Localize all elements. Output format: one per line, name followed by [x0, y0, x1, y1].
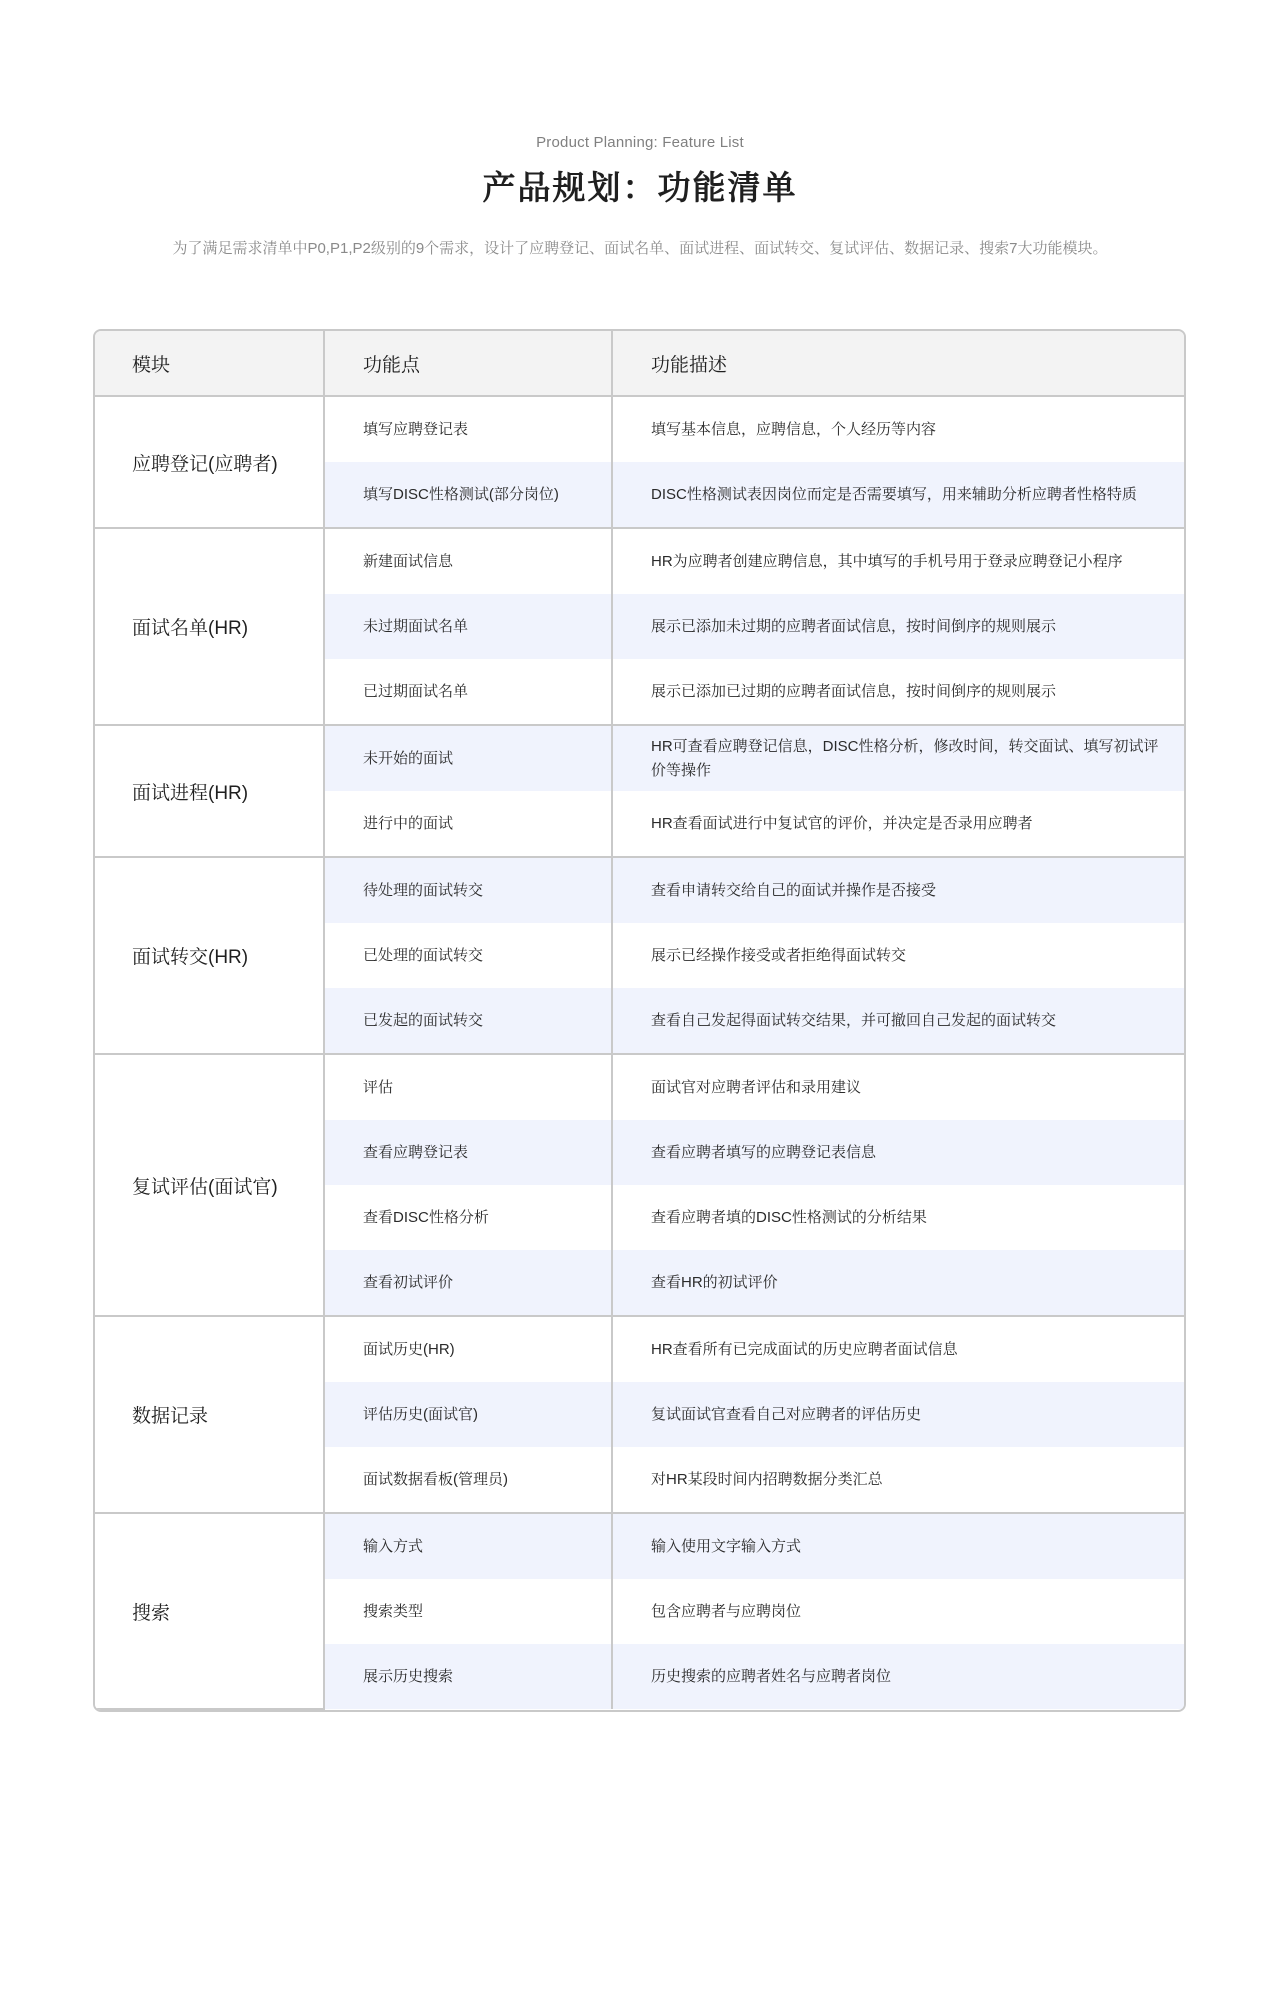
module-cell: 搜索: [95, 1513, 324, 1709]
table-row: [95, 1054, 1184, 1120]
feature-cell: 新建面试信息: [324, 528, 612, 594]
module-cell: 面试名单(HR): [95, 528, 324, 725]
feature-cell: 待处理的面试转交: [324, 857, 612, 923]
module-cell: 复试评估(面试官): [95, 1054, 324, 1316]
description-cell: 展示已添加已过期的应聘者面试信息，按时间倒序的规则展示: [612, 659, 1184, 725]
page-intro: 为了满足需求清单中P0,P1,P2级别的9个需求，设计了应聘登记、面试名单、面试进程、面试转交、复试评估、数据记录、搜索7大功能模块。: [172, 240, 1108, 257]
module-cell: 面试进程(HR): [95, 725, 324, 857]
column-header-description: 功能描述: [612, 331, 1184, 396]
feature-cell: 展示历史搜索: [324, 1644, 612, 1709]
feature-cell: 评估历史(面试官): [324, 1382, 612, 1447]
feature-cell: 未开始的面试: [324, 725, 612, 791]
description-cell: 查看应聘者填写的应聘登记表信息: [612, 1120, 1184, 1185]
description-cell: 展示已添加未过期的应聘者面试信息，按时间倒序的规则展示: [612, 594, 1184, 659]
table-header-row: [95, 331, 1184, 396]
table-row: [95, 1513, 1184, 1579]
feature-cell: 未过期面试名单: [324, 594, 612, 659]
feature-cell: 已处理的面试转交: [324, 923, 612, 988]
feature-cell: 填写应聘登记表: [324, 396, 612, 462]
feature-cell: 进行中的面试: [324, 791, 612, 857]
feature-cell: 查看应聘登记表: [324, 1120, 612, 1185]
column-header-feature: 功能点: [324, 331, 612, 396]
feature-cell: 面试数据看板(管理员): [324, 1447, 612, 1513]
description-cell: 查看应聘者填的DISC性格测试的分析结果: [612, 1185, 1184, 1250]
feature-cell: 面试历史(HR): [324, 1316, 612, 1382]
table-row: [95, 857, 1184, 923]
table-row: [95, 396, 1184, 462]
feature-cell: 填写DISC性格测试(部分岗位): [324, 462, 612, 528]
table-row: [95, 1316, 1184, 1382]
feature-table: [93, 329, 1186, 1712]
description-cell: 包含应聘者与应聘岗位: [612, 1579, 1184, 1644]
description-cell: 输入使用文字输入方式: [612, 1513, 1184, 1579]
feature-cell: 搜索类型: [324, 1579, 612, 1644]
description-cell: HR查看面试进行中复试官的评价，并决定是否录用应聘者: [612, 791, 1184, 857]
description-cell: 复试面试官查看自己对应聘者的评估历史: [612, 1382, 1184, 1447]
feature-cell: 评估: [324, 1054, 612, 1120]
description-cell: 查看申请转交给自己的面试并操作是否接受: [612, 857, 1184, 923]
feature-cell: 输入方式: [324, 1513, 612, 1579]
feature-cell: 已发起的面试转交: [324, 988, 612, 1054]
description-cell: 查看HR的初试评价: [612, 1250, 1184, 1316]
description-cell: 填写基本信息，应聘信息，个人经历等内容: [612, 396, 1184, 462]
page-subtitle-en: Product Planning: Feature List: [536, 134, 744, 151]
column-header-module: 模块: [95, 331, 324, 396]
description-cell: HR为应聘者创建应聘信息，其中填写的手机号用于登录应聘登记小程序: [612, 528, 1184, 594]
description-cell: 对HR某段时间内招聘数据分类汇总: [612, 1447, 1184, 1513]
description-cell: 查看自己发起得面试转交结果，并可撤回自己发起的面试转交: [612, 988, 1184, 1054]
module-cell: 面试转交(HR): [95, 857, 324, 1054]
table-row: [95, 528, 1184, 594]
feature-cell: 查看DISC性格分析: [324, 1185, 612, 1250]
table-row: [95, 725, 1184, 791]
description-cell: 历史搜索的应聘者姓名与应聘者岗位: [612, 1644, 1184, 1709]
module-cell: 应聘登记(应聘者): [95, 396, 324, 528]
module-cell: 数据记录: [95, 1316, 324, 1513]
description-cell: HR查看所有已完成面试的历史应聘者面试信息: [612, 1316, 1184, 1382]
description-cell: DISC性格测试表因岗位而定是否需要填写，用来辅助分析应聘者性格特质: [612, 462, 1184, 528]
feature-cell: 查看初试评价: [324, 1250, 612, 1316]
description-cell: 面试官对应聘者评估和录用建议: [612, 1054, 1184, 1120]
description-cell: 展示已经操作接受或者拒绝得面试转交: [612, 923, 1184, 988]
feature-cell: 已过期面试名单: [324, 659, 612, 725]
page-title: 产品规划：功能清单: [482, 169, 798, 206]
description-cell: HR可查看应聘登记信息，DISC性格分析，修改时间，转交面试、填写初试评价等操作: [612, 725, 1184, 791]
